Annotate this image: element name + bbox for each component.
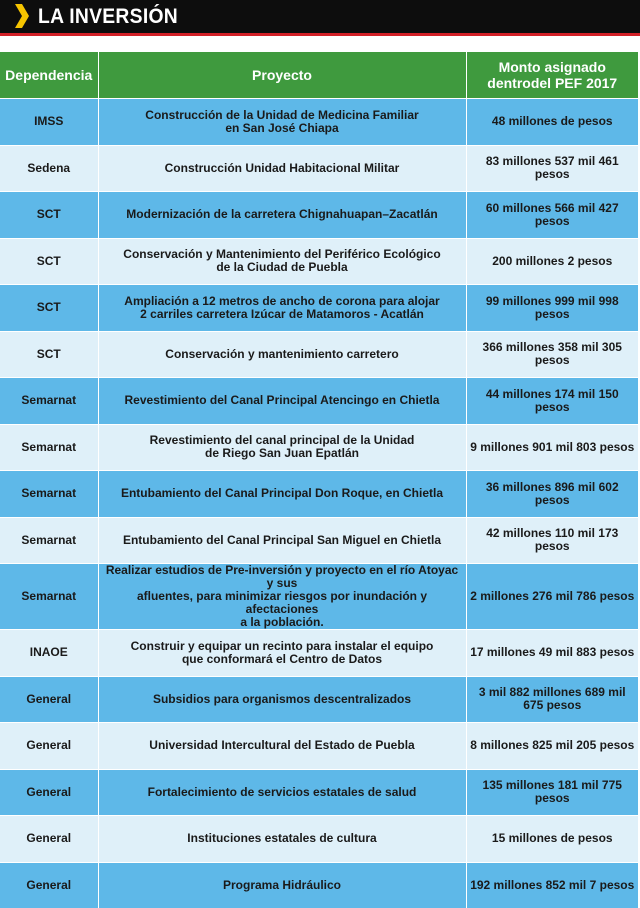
cell-dependencia: SCT — [0, 238, 98, 285]
cell-monto-line: 2 millones 276 mil 786 pesos — [470, 590, 636, 603]
cell-proyecto — [98, 471, 466, 518]
cell-monto-line: 44 millones 174 mil 150 pesos — [470, 388, 636, 414]
cell-monto-line: 366 millones 358 mil 305 — [470, 341, 636, 354]
table-row — [0, 816, 638, 863]
cell-monto — [466, 862, 638, 908]
cell-proyecto — [98, 862, 466, 908]
cell-proyecto-line: Revestimiento del Canal Principal Atencingo en Chietla — [102, 394, 463, 407]
cell-monto — [466, 145, 638, 192]
cell-proyecto — [98, 769, 466, 816]
cell-monto-line: 17 millones 49 mil 883 pesos — [470, 646, 636, 659]
cell-monto-line: pesos — [470, 354, 636, 367]
table-row — [0, 471, 638, 518]
cell-dependencia: General — [0, 862, 98, 908]
cell-proyecto — [98, 145, 466, 192]
cell-dependencia: SCT — [0, 192, 98, 239]
table-row — [0, 630, 638, 677]
cell-proyecto-line: en San José Chiapa — [102, 122, 463, 135]
cell-proyecto — [98, 378, 466, 425]
column-header-line: Monto asignado dentro — [487, 59, 606, 91]
cell-proyecto-line: afluentes, para minimizar riesgos por inundación y afectaciones — [102, 590, 463, 616]
column-header-dependencia — [0, 52, 98, 99]
cell-proyecto — [98, 424, 466, 471]
cell-monto-line: 200 millones 2 pesos — [470, 255, 636, 268]
table-header-row — [0, 52, 638, 99]
cell-proyecto-line: Subsidios para organismos descentralizados — [102, 693, 463, 706]
cell-proyecto-line: Construcción Unidad Habitacional Militar — [102, 162, 463, 175]
cell-monto-line: 3 mil 882 millones 689 mil — [470, 686, 636, 699]
cell-proyecto-line: Ampliación a 12 metros de ancho de corona para alojar — [102, 295, 463, 308]
cell-proyecto-line: Realizar estudios de Pre-inversión y proyecto en el río Atoyac y sus — [102, 564, 463, 590]
cell-proyecto-line: Modernización de la carretera Chignahuapan–Zacatlán — [102, 208, 463, 221]
cell-proyecto-line: 2 carriles carretera Izúcar de Matamoros - Acatlán — [102, 308, 463, 321]
cell-proyecto-line: a la población. — [102, 616, 463, 629]
table-row — [0, 424, 638, 471]
cell-monto — [466, 99, 638, 146]
table-row — [0, 192, 638, 239]
cell-proyecto — [98, 238, 466, 285]
cell-monto — [466, 378, 638, 425]
cell-monto-line: 48 millones de pesos — [470, 115, 636, 128]
cell-monto — [466, 816, 638, 863]
cell-monto-line: 675 pesos — [470, 699, 636, 712]
cell-proyecto-line: Construir y equipar un recinto para instalar el equipo — [102, 640, 463, 653]
column-header-line: Dependencia — [5, 67, 92, 83]
cell-dependencia: Sedena — [0, 145, 98, 192]
cell-proyecto-line: Programa Hidráulico — [102, 879, 463, 892]
cell-monto — [466, 238, 638, 285]
table-row — [0, 769, 638, 816]
table-row — [0, 238, 638, 285]
cell-proyecto-line: Universidad Intercultural del Estado de Puebla — [102, 739, 463, 752]
cell-proyecto-line: Conservación y mantenimiento carretero — [102, 348, 463, 361]
cell-dependencia: General — [0, 769, 98, 816]
cell-monto-line: 36 millones 896 mil 602 pesos — [470, 481, 636, 507]
table-row — [0, 378, 638, 425]
cell-monto — [466, 676, 638, 723]
page-title: LA INVERSIÓN — [38, 3, 178, 31]
column-header-monto — [466, 52, 638, 99]
cell-dependencia: IMSS — [0, 99, 98, 146]
cell-monto — [466, 723, 638, 770]
cell-proyecto-line: que conformará el Centro de Datos — [102, 653, 463, 666]
table-row — [0, 285, 638, 332]
cell-proyecto-line: de Riego San Juan Epatlán — [102, 447, 463, 460]
table-row — [0, 676, 638, 723]
cell-proyecto — [98, 285, 466, 332]
cell-proyecto-line: de la Ciudad de Puebla — [102, 261, 463, 274]
table-row — [0, 517, 638, 564]
cell-dependencia: INAOE — [0, 630, 98, 677]
cell-monto-line: 9 millones 901 mil 803 pesos — [470, 441, 636, 454]
cell-monto — [466, 424, 638, 471]
cell-proyecto-line: Construcción de la Unidad de Medicina Familiar — [102, 109, 463, 122]
header-divider — [0, 33, 640, 36]
cell-monto-line: 8 millones 825 mil 205 pesos — [470, 739, 636, 752]
cell-proyecto-line: Revestimiento del canal principal de la Unidad — [102, 434, 463, 447]
cell-monto — [466, 564, 638, 630]
cell-monto — [466, 192, 638, 239]
cell-proyecto — [98, 630, 466, 677]
table-row — [0, 331, 638, 378]
cell-proyecto — [98, 99, 466, 146]
table-row — [0, 723, 638, 770]
cell-monto-line: 42 millones 110 mil 173 pesos — [470, 527, 636, 553]
header-banner — [0, 0, 640, 33]
cell-dependencia: SCT — [0, 285, 98, 332]
cell-dependencia: General — [0, 723, 98, 770]
cell-dependencia: Semarnat — [0, 378, 98, 425]
cell-proyecto — [98, 816, 466, 863]
table-body — [0, 99, 638, 908]
cell-monto — [466, 331, 638, 378]
cell-monto-line: 135 millones 181 mil 775 — [470, 779, 636, 792]
cell-monto-line: 192 millones 852 mil 7 pesos — [470, 879, 636, 892]
cell-dependencia: SCT — [0, 331, 98, 378]
table-row — [0, 99, 638, 146]
cell-proyecto — [98, 676, 466, 723]
cell-monto-line: 99 millones 999 mil 998 pesos — [470, 295, 636, 321]
cell-monto-line: 83 millones 537 mil 461 pesos — [470, 155, 636, 181]
cell-monto — [466, 630, 638, 677]
table-row — [0, 564, 638, 630]
cell-proyecto-line: Conservación y Mantenimiento del Periférico Ecológico — [102, 248, 463, 261]
cell-dependencia: Semarnat — [0, 564, 98, 630]
cell-proyecto-line: Instituciones estatales de cultura — [102, 832, 463, 845]
cell-dependencia: Semarnat — [0, 424, 98, 471]
cell-proyecto — [98, 564, 466, 630]
column-header-line: del PEF 2017 — [531, 75, 617, 91]
cell-proyecto — [98, 192, 466, 239]
cell-proyecto-line: Entubamiento del Canal Principal San Miguel en Chietla — [102, 534, 463, 547]
cell-monto — [466, 769, 638, 816]
cell-dependencia: Semarnat — [0, 471, 98, 518]
cell-monto-line: 15 millones de pesos — [470, 832, 636, 845]
cell-proyecto-line: Entubamiento del Canal Principal Don Roque, en Chietla — [102, 487, 463, 500]
cell-dependencia: General — [0, 816, 98, 863]
column-header-line: Proyecto — [252, 67, 312, 83]
investment-table — [0, 52, 638, 908]
cell-monto-line: 60 millones 566 mil 427 pesos — [470, 202, 636, 228]
table-row — [0, 145, 638, 192]
cell-dependencia: Semarnat — [0, 517, 98, 564]
cell-monto — [466, 517, 638, 564]
cell-monto — [466, 285, 638, 332]
cell-dependencia: General — [0, 676, 98, 723]
cell-proyecto — [98, 723, 466, 770]
cell-proyecto — [98, 517, 466, 564]
chevron-right-icon — [13, 4, 29, 28]
cell-proyecto-line: Fortalecimiento de servicios estatales de salud — [102, 786, 463, 799]
cell-proyecto — [98, 331, 466, 378]
column-header-proyecto — [98, 52, 466, 99]
table-row — [0, 862, 638, 908]
cell-monto-line: pesos — [470, 792, 636, 805]
cell-monto — [466, 471, 638, 518]
